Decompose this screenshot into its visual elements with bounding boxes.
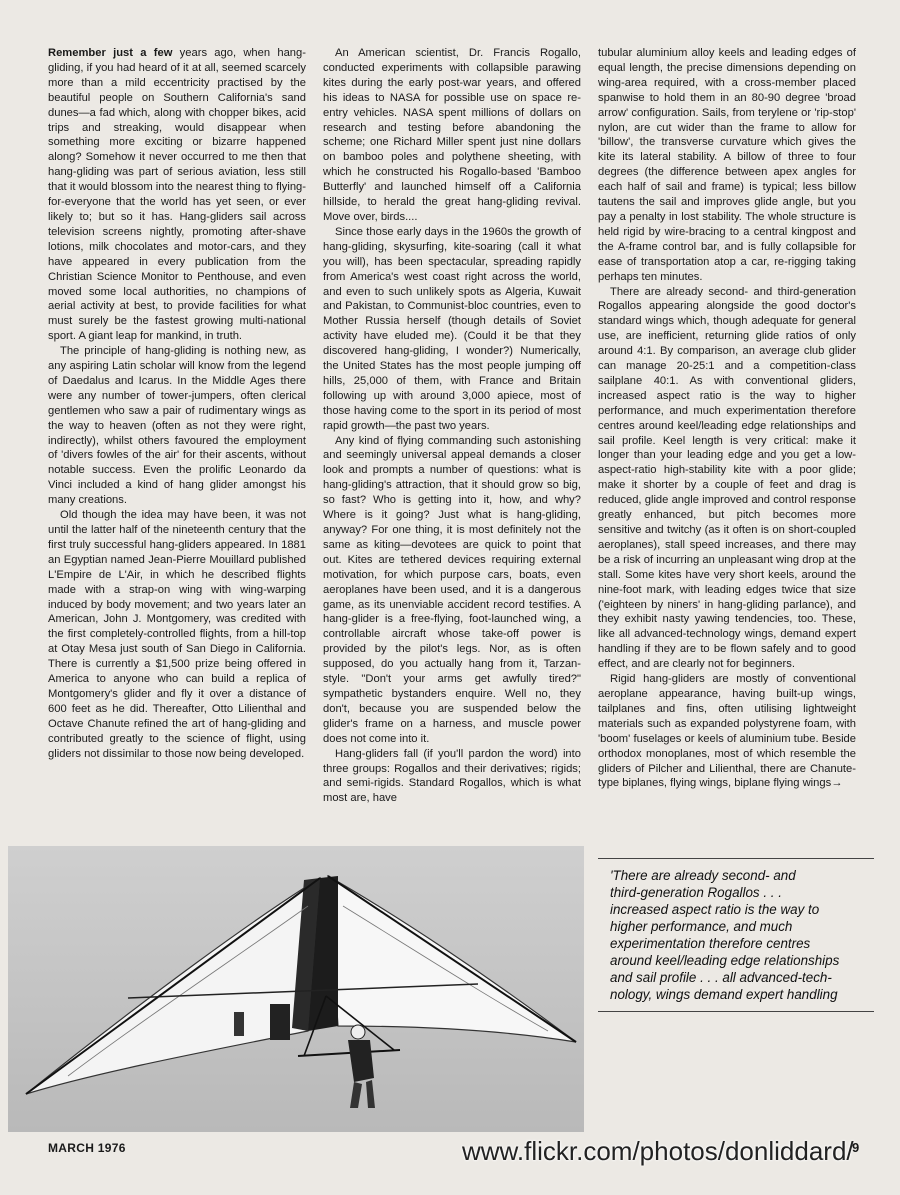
pull-quote-line: increased aspect ratio is the way to — [610, 902, 820, 917]
article-paragraph: Since those early days in the 1960s the growth of hang-gliding, skysurfing, kite-soaring (call it what you will), has been spectacular, spreading rapidly from America's west coast right across the world, and even to such unlikely spots as Algeria, Kuwait and Pakistan, to Communist-bloc countries, even to Mother Russia herself (though details of Soviet activity have eluded me). (Could it be that they discovered hang-gliding, I wonder?) Numerically, the United States has the most people jumping off hills, 25,000 of them, with France and Britain following up with around 3,000 apiece, most of those having come to the sport in its period of most rapid growth—the past two years. — [323, 225, 581, 432]
paragraph-text: years ago, when hang-gliding, if you had heard of it at all, seemed scarcely more than a mild eccentricity practised by the beautiful people on Southern California's sand dunes—a fad which, along with chopper bikes, acid trips and streaking, would disappear when something more exciting or bizarre happened along? Somehow it never occurred to me then that hang-gliding was part of serious aviation, less still that it would blossom into the nearest thing to flying-for-everyone that the world has yet seen, or ever likely to; but so it has. Hang-gliders sail across television screens nightly, promoting after-shave lotions, milk chocolates and motor-cars, and they have appeared in every publication from the Christian Science Monitor to Penthouse, and even moved some local authorities, no champions of aerial activity at best, to provide facilities for what must surely be the fastest growing multi-national sport. A giant leap for mankind, in truth. — [48, 47, 306, 343]
pull-quote — [598, 858, 874, 1012]
article-paragraph: An American scientist, Dr. Francis Rogallo, conducted experiments with collapsible parawing kites during the early post-war years, and offered his ideas to NASA for possible use on space re-entry vehicles. NASA spent millions of dollars on research and testing before abandoning the scheme; one Richard Miller spent just nine dollars on bamboo poles and polythene sheeting, with which he constructed his Rogallo-based 'Bamboo Butterfly' and launched himself off a California hillside, to herald the great hang-gliding revival. Move over, birds.... — [323, 47, 581, 223]
article-paragraph: Rigid hang-gliders are mostly of conventional aeroplane appearance, having built-up wings, tailplanes and fins, often utilising lightweight materials such as expanded polystyrene foam, with 'boom' fuselages or keels of aluminium tube. Beside orthodox monoplanes, most of which resemble the gliders of Pilcher and Lilienthal, there are Chanute-type biplanes, flying wings, biplane flying wings→ — [598, 673, 856, 790]
pull-quote-line: 'There are already second- and — [610, 868, 796, 883]
pull-quote-line: nology, wings demand expert handling — [610, 987, 838, 1002]
article-paragraph: Hang-gliders fall (if you'll pardon the word) into three groups: Rogallos and their derivatives; rigids; and semi-rigids. Standard Rogallos, which is what most are, have — [323, 747, 581, 805]
issue-date: MARCH 1976 — [48, 1141, 126, 1155]
hang-glider-photo — [8, 846, 584, 1132]
source-watermark: www.flickr.com/photos/donliddard/ — [462, 1136, 854, 1166]
article-paragraph: Any kind of flying commanding such astonishing and seemingly universal appeal demands a closer look and prompts a number of questions: what is hang-gliding's attraction, that it should grow so big, so fast? Who is getting into it, how, and why? Where is it going? Just what is hang-gliding, anyway? For one thing, it is most definitely not the same as kiting—devotees are quick to point that out. Kites are tethered devices requiring external motivation, for which purpose cars, boats, even aeroplanes have been used, and it is a dangerous game, as its unenviable accident record testifies. A hang-glider is a free-flying, foot-launched wing, a controllable aircraft whose take-off power is provided by the pilot's legs. Nor, as is often supposed, do you actually hang from it, Tarzan-style. "Don't your arms get awfully tired?" sympathetic bystanders enquire. Well no, they don't, because you are suspended below the glider's frame on a harness, and muscle power does not come into it. — [323, 434, 581, 745]
article-column-3 — [598, 46, 856, 861]
pull-quote-line: third-generation Rogallos . . . — [610, 885, 782, 900]
article-column-2 — [323, 46, 581, 836]
page-number: 9 — [852, 1140, 860, 1155]
article-column-1 — [48, 46, 306, 836]
lead-in: Remember just a few — [48, 47, 173, 59]
pull-quote-line: and sail profile . . . all advanced-tech- — [610, 970, 832, 985]
pull-quote-line: higher performance, and much — [610, 919, 793, 934]
pull-quote-line: around keel/leading edge relationships — [610, 953, 840, 968]
pull-quote-line: experimentation therefore centres — [610, 936, 811, 951]
article-paragraph: The principle of hang-gliding is nothing new, as any aspiring Latin scholar will know from the legend of Daedalus and Icarus. In the Middle Ages there were any number of tower-jumpers, often clerical gentlemen who saw a pair of rudimentary wings as the way to heaven (often as not they were right, indirectly), whilst others favoured the employment of 'divers fowles of the air' for their ascents, without notable success. Even the prolific Leonardo da Vinci included a kind of hang glider amongst his many creations. — [48, 345, 306, 507]
article-paragraph: Old though the idea may have been, it was not until the latter half of the nineteenth century that the first truly successful hang-gliders appeared. In 1881 an Egyptian named Jean-Pierre Mouillard published L'Empire de L'Air, in which he described flights made with a strap-on wing with wing-warping induced by body movement; and two years later an American, John J. Montgomery, was credited with the first completely-controlled flights, from a hill-top at Otay Mesa just south of San Diego in California. There is currently a $1,500 prize being offered in America to anyone who can build a replica of Montgomery's glider and fly it over a distance of 600 feet as he did. Thereafter, Otto Lilienthal and Octave Chanute refined the art of hang-gliding and contributed greatly to the science of flight, using gliders not dissimilar to those now being developed. — [48, 509, 306, 760]
article-paragraph: There are already second- and third-generation Rogallos appearing alongside the good doctor's standard wings which, though adequate for general use, are inefficient, returning glide ratios of only around 4:1. By comparison, an average club glider can manage 20-25:1 and a competition-class sailplane 40:1. As with conventional gliders, increased aspect ratio is the way to higher performance, and much experimentation therefore centres around keel/leading edge relationships and sail profile. Keel length is very critical: make it longer than your leading edge and you get a low-aspect-ratio high-stability kite with a poor glide; make it shorter by a couple of feet and drag is reduced, glide angle improved and control response greatly enhanced, but pitch becomes more sensitive and twitchy (as it often is on short-coupled aeroplanes), stall speed increases, and there may be a risk of incurring an unpleasant wing drop at the stall. Some kites have very short keels, around the nine-foot mark, with leading edges twice that size ('eighteen by niners' in hang-gliding parlance), and they exhibit nasty yawing tendencies, too. These, like all advanced-technology wings, demand expert handling if they are to be flown safely and to good effect, and are clearly not for beginners. — [598, 285, 856, 671]
hang-glider-illustration — [8, 846, 584, 1132]
article-paragraph: tubular aluminium alloy keels and leading edges of equal length, the precise dimensions depending on wing-area required, with a cross-member placed spanwise to hold them in an 80-90 degree 'broad arrow' configuration. Sails, from terylene or 'rip-stop' nylon, are cut wider than the frame to allow for 'billow', the transverse curvature which gives the kite its lateral stability. A billow of three to four degrees (the difference between apex angles for each half of sail and frame) is typical; less billow tautens the sail and improves glide angle, but you pay a penalty in lost stability. The whole structure is held rigid by wire-bracing to a central kingpost and the A-frame control bar, and is fully collapsible for ease of transportation atop a car, re-rigging taking perhaps ten minutes. — [598, 47, 856, 283]
article-paragraph — [48, 46, 306, 344]
